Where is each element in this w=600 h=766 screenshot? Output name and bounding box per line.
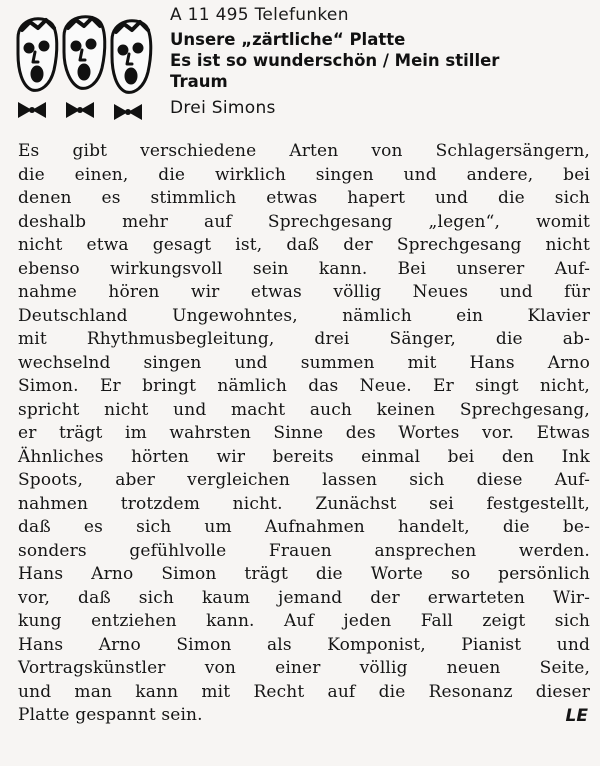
three-singers-cartoon-icon [12,10,162,128]
review-line: sonders gefühlvolle Frauen ansprechen werden. [18,540,590,561]
review-line: Platte gespannt sein. [18,705,203,725]
review-line: nahmen trotzdem nicht. Zunächst sei festgestellt, [18,493,590,514]
review-line: mit Rhythmusbegleitung, drei Sänger, die ab- [18,329,590,349]
review-line: Hans Arno Simon als Komponist, Pianist und [18,634,590,655]
review-line: kung entziehen kann. Auf jeden Fall zeigt sich [18,611,590,631]
review-line: denen es stimmlich etwas hapert und die sich [18,188,590,208]
review-line: Es gibt verschiedene Arten von Schlagersängern, [18,141,590,161]
catalog-number: A 11 495 Telefunken [170,5,349,25]
review-text [18,140,590,728]
review-line: Vortragskünstler von einer völlig neuen Seite, [18,658,590,678]
review-line: nahme hören wir etwas völlig Neues und für [18,282,590,302]
artist-name: Drei Simons [170,98,276,118]
review-line: die einen, die wirklich singen und andere, bei [18,164,590,185]
author-signature: LE [565,706,588,726]
review-line: deshalb mehr auf Sprechgesang „legen“, womit [18,211,590,232]
review-line: wechselnd singen und summen mit Hans Arno [18,352,590,373]
review-line: Hans Arno Simon trägt die Worte so persönlich [18,564,590,584]
review-line: vor, daß sich kaum jemand der erwarteten Wir- [18,587,590,608]
review-line: ebenso wirkungsvoll sein kann. Bei unserer Auf- [18,258,590,279]
review-line: Deutschland Ungewohntes, nämlich ein Klavier [18,305,590,326]
review-line: Ähnliches hörten wir bereits einmal bei den Ink [18,446,590,467]
record-title: Unsere „zärtliche“ Platte Es ist so wunderschön / Mein stiller Traum [170,30,500,91]
review-line: und man kann mit Recht auf die Resonanz dieser [18,681,590,702]
record-header [170,4,590,119]
review-line: nicht etwa gesagt ist, daß der Sprechgesang nicht [18,235,590,255]
review-line: spricht nicht und macht auch keinen Sprechgesang, [18,399,590,420]
review-line: er trägt im wahrsten Sinne des Wortes vor. Etwas [18,423,590,443]
review-line: Spoots, aber vergleichen lassen sich diese Auf- [18,470,590,490]
review-line: daß es sich um Aufnahmen handelt, die be- [18,517,590,537]
review-line: Simon. Er bringt nämlich das Neue. Er singt nicht, [18,376,590,396]
